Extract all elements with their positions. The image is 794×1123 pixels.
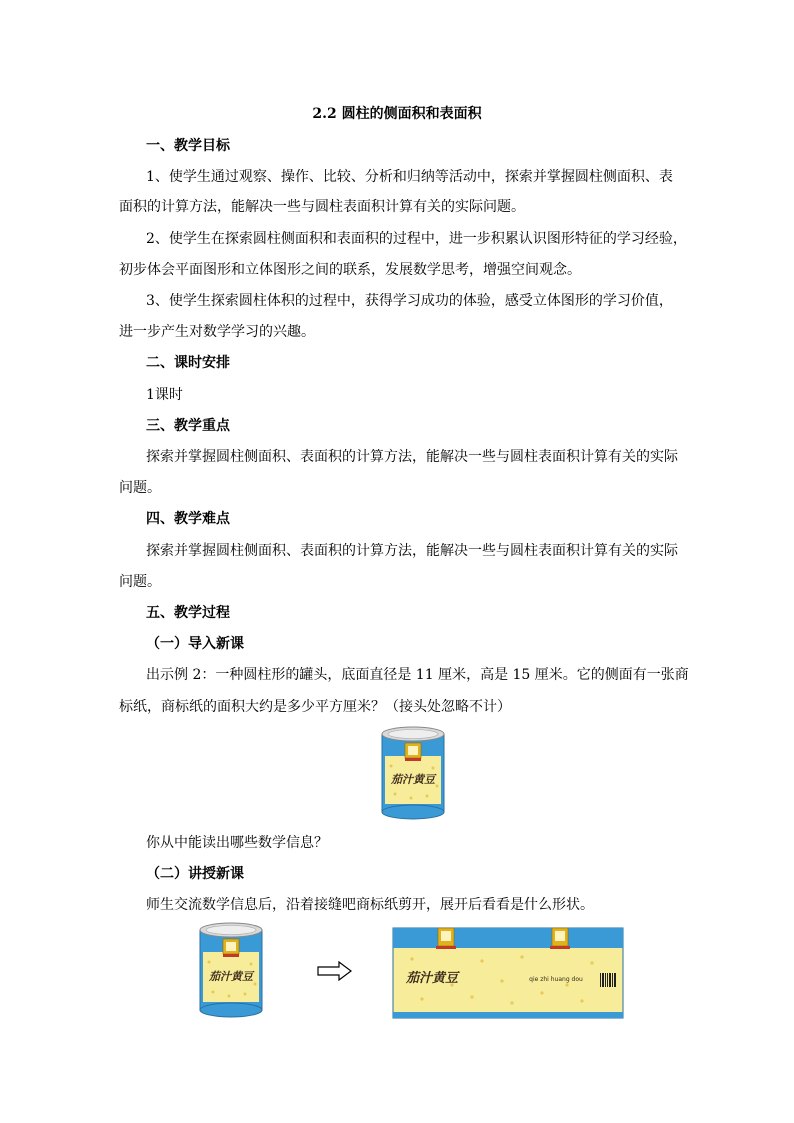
objective-1-line-2: 面积的计算方法，能解决一些与圆柱表面积计算有关的实际问题。 (119, 199, 525, 215)
objective-2-line-2: 初步体会平面图形和立体图形之间的联系，发展数学思考，增强空间观念。 (119, 262, 581, 278)
example-line-2: 标纸，商标纸的面积大约是多少平方厘米？（接头处忽略不计） (119, 699, 511, 715)
lesson-text: 师生交流数学信息后，沿着接缝吧商标纸剪开，展开后看看是什么形状。 (146, 897, 594, 913)
objective-3-line-1: 3、使学生探索圆柱体积的过程中，获得学习成功的体验，感受立体图形的学习价值， (146, 293, 673, 309)
can-label-text-2: 茄汁黄豆 (209, 970, 253, 983)
unrolled-label-text: 茄汁黄豆 (405, 971, 459, 986)
can-image (381, 726, 445, 820)
objective-1-line-1: 1、使学生通过观察、操作、比较、分析和归纳等活动中，探索并掌握圆柱侧面积、表 (146, 169, 673, 185)
difficulties-line-2: 问题。 (119, 574, 161, 590)
objective-2-line-1: 2、使学生在探索圆柱侧面积和表面积的过程中，进一步积累认识图形特征的学习经验， (146, 231, 687, 247)
right-arrow-icon (317, 961, 353, 981)
key-points-line-1: 探索并掌握圆柱侧面积、表面积的计算方法，能解决一些与圆柱表面积计算有关的实际 (146, 449, 678, 465)
heading-schedule: 二、课时安排 (146, 355, 230, 371)
schedule-text: 1课时 (146, 387, 183, 403)
can-image-2 (199, 922, 263, 1018)
question-text: 你从中能读出哪些数学信息？ (146, 835, 328, 851)
objective-3-line-2: 进一步产生对数学学习的兴趣。 (119, 324, 315, 340)
unrolled-pinyin-text: qie zhi huang dou (529, 976, 583, 983)
heading-difficulties: 四、教学难点 (146, 511, 230, 527)
subheading-intro: （一）导入新课 (146, 636, 244, 652)
heading-key-points: 三、教学重点 (146, 418, 230, 434)
key-points-line-2: 问题。 (119, 480, 161, 496)
page-title: 2.2 圆柱的侧面积和表面积 (312, 106, 482, 122)
heading-process: 五、教学过程 (146, 605, 230, 621)
can-label-text: 茄汁黄豆 (391, 773, 435, 786)
unrolled-label-image (392, 927, 624, 1019)
heading-objectives: 一、教学目标 (146, 138, 230, 154)
subheading-new-lesson: （二）讲授新课 (146, 866, 244, 882)
difficulties-line-1: 探索并掌握圆柱侧面积、表面积的计算方法，能解决一些与圆柱表面积计算有关的实际 (146, 543, 678, 559)
example-line-1: 出示例 2：一种圆柱形的罐头，底面直径是 11 厘米，高是 15 厘米。它的侧面有一张商 (146, 667, 689, 683)
